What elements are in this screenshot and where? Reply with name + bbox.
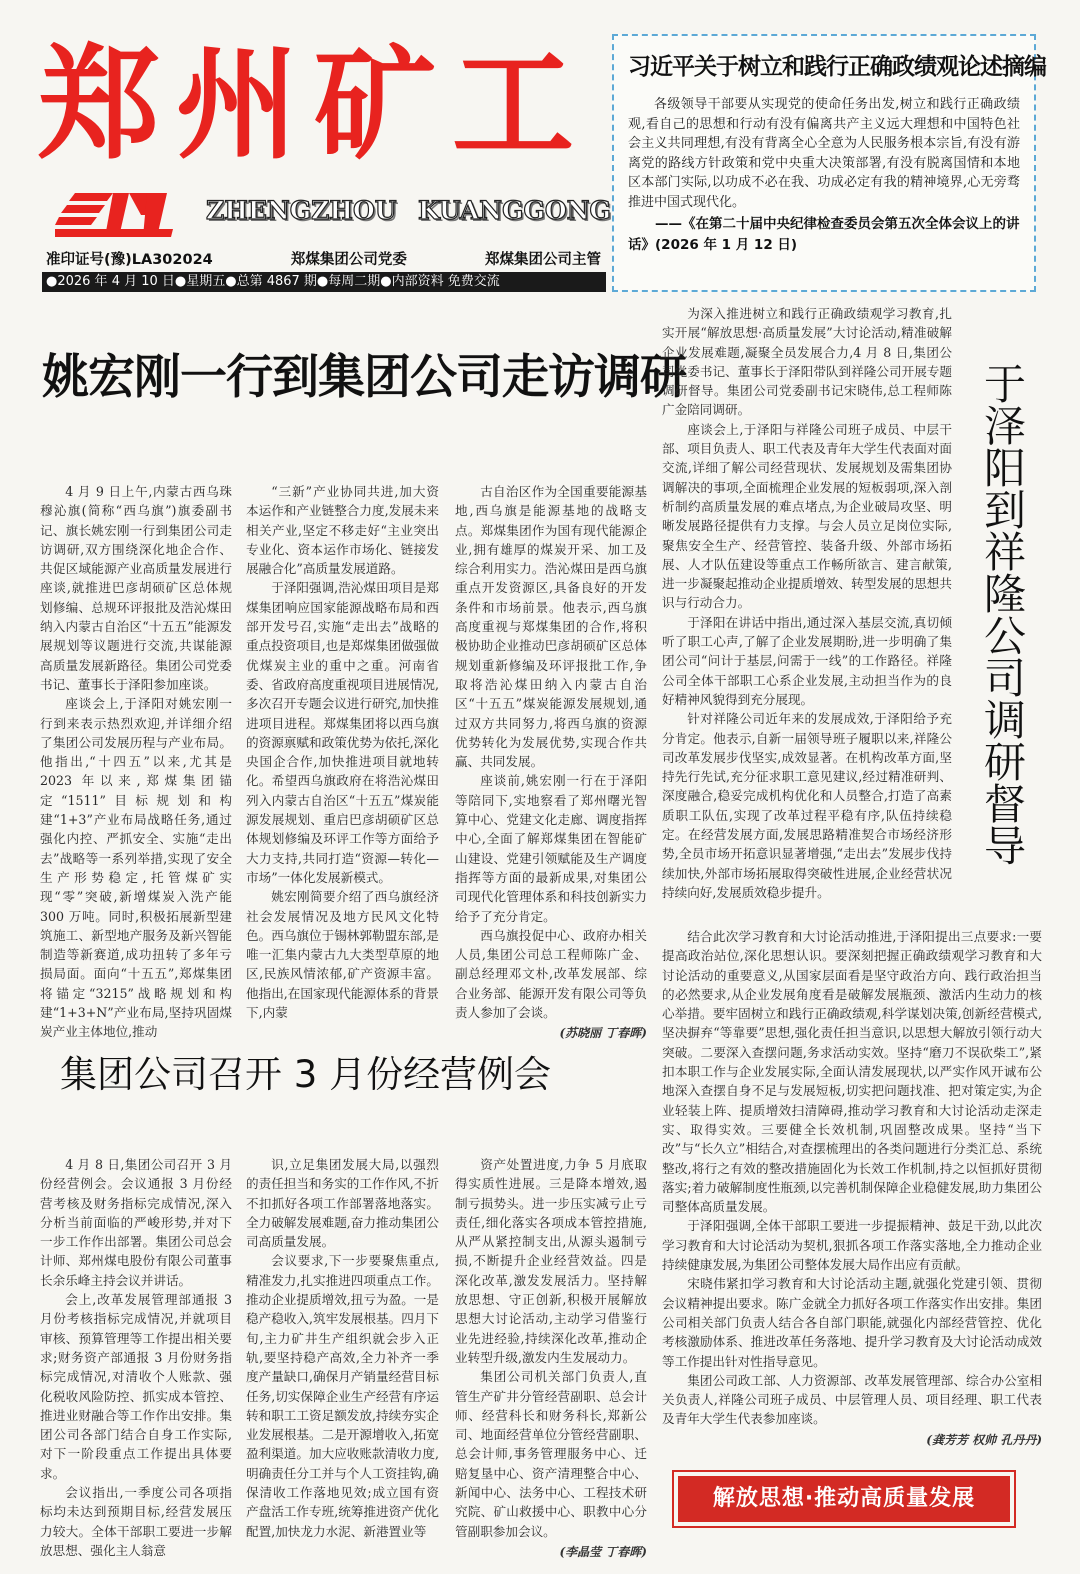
article1-byline: (苏晓丽 丁春晖) <box>559 1026 647 1041</box>
article1-paragraph: “三新”产业协同共进,加大资本运作和产业链整合力度,发展未来相关产业,坚定不移走好“主业突出专业化、资本运作市场化、链接发展融合化”高质量发展道路。 <box>246 484 439 577</box>
article3-column-top <box>662 304 952 924</box>
article3-paragraph: 宋晓伟紧扣学习教育和大讨论活动主题,就强化党建引领、贯彻会议精神提出要求。陈广金就全力抓好各项工作落实作出安排。集团公司相关部门负责人结合各自部门职能,就强化内部经营管控、优化考核激励体系、推进改革任务落地、提升学习教育及大讨论活动成效等工作提出针对性指导意见。 <box>662 1276 1042 1369</box>
slogan-box <box>672 1470 1016 1528</box>
article2-paragraph: 会上,改革发展管理部通报 3 月份考核指标完成情况,并就项目审核、预算管理等工作提出相关要求;财务资产部通报 3 月份财务指标完成情况,对清收个人账款、强化税收风险防控、抓实成本管控、推进业财融合等工作作出安排。集团公司各部门结合自身工作实际,对下一阶段重点工作提出具体要求。 <box>40 1292 232 1481</box>
article1-paragraph: 姚宏刚简要介绍了西乌旗经济社会发展情况及地方民风文化特色。西乌旗位于锡林郭勒盟东部,是唯一汇集内蒙古九大类型草原的地区,民族风情浓郁,矿产资源丰富。他指出,在国家现代能源体系的背景下,内蒙 <box>246 889 439 1021</box>
article2-byline: (李晶莹 丁春晖) <box>559 1544 647 1559</box>
masthead-info-line <box>46 248 601 269</box>
masthead-logo <box>55 185 175 240</box>
article1-paragraph: 4 月 9 日上午,内蒙古西乌珠穆沁旗(简称“西乌旗”)旗委副书记、旗长姚宏刚一行到集团公司走访调研,双方围绕深化地企合作、共促区域能源产业高质量发展进行座谈,就推进巴彦胡硕矿区总体规划修编、总规环评报批及浩沁煤田纳入内蒙古自治区“十五五”能源发展规划等议题进行交流,共谋能源高质量发展新路径。集团公司党委书记、董事长于泽阳参加座谈。 <box>40 484 232 692</box>
article2-column-2 <box>246 1155 439 1545</box>
article3-paragraph: 结合此次学习教育和大讨论活动推进,于泽阳提出三点要求:一要提高政治站位,深化思想认识。要深刻把握正确政绩观学习教育和大讨论活动的重要意义,从国家层面看是坚守政治方向、践行政治担当的必然要求,从企业发展角度看是破解发展瓶颈、激活内生动力的核心举措。要牢固树立和践行正确政绩观,科学谋划决策,创新经营模式,坚决摒弃“等靠要”思想,强化责任担当意识,以思想大解放引领行动大突破。二要深入查摆问题,务求活动实效。坚持“磨刀不误砍柴工”,紧扣本职工作与企业发展实际,全面认清发展现状,以严实作风开诚布公地深入查摆自身不足与发展短板,切实把问题找准、把对策定实,为企业轻装上阵、提质增效扫清障碍,推动学习教育和大讨论活动走深走实、取得实效。三要健全长效机制,巩固整改成果。坚持“当下改”与“长久立”相结合,对查摆梳理出的各类问题进行分类汇总、系统整改,将行之有效的整改措施固化为长效工作机制,持之以恒抓好贯彻落实;着力破解制度性瓶颈,以完善机制保障企业稳健发展,助力集团公司整体高质量发展。 <box>662 929 1042 1215</box>
article2-headline: 集团公司召开 3 月份经营例会 <box>60 1053 552 1096</box>
issue-info-bar: ●2026 年 4 月 10 日●星期五●总第 4867 期●每周二期●内部资料 免费交流 <box>42 272 606 292</box>
article3-paragraph: 座谈会上,于泽阳与祥隆公司班子成员、中层干部、项目负责人、职工代表及青年大学生代表面对面交流,详细了解公司经营现状、发展规划及需集团协调解决的事项,全面梳理企业发展的短板弱项,深入剖析制约高质量发展的难点堵点,为企业破局攻坚、明晰发展路径提供有力支撑。与会人员立足岗位实际,聚焦安全生产、经营管控、装备升级、外部市场拓展、人才队伍建设等重点工作畅所欲言、建言献策,进一步凝聚起推动企业提质增效、转型发展的思想共识与行动合力。 <box>662 421 952 611</box>
masthead-title: 郑州矿工 <box>38 34 590 176</box>
article3-column-bottom <box>662 927 1042 1455</box>
article1-column-1 <box>40 482 232 1040</box>
quote-body: 各级领导干部要从实现党的使命任务出发,树立和践行正确政绩观,看自己的思想和行动有没有偏离共产主义远大理想和中国特色社会主义共同理想,有没有背离全心全意为人民服务根本宗旨,有没有游离党的路线方针政策和党中央重大决策部署,有没有脱离国情和本地区本部门实际,以功成不必在我、功成必定有我的精神境界,心无旁骛推进中国式现代化。 <box>628 97 1020 210</box>
article2-paragraph: 识,立足集团发展大局,以强烈的责任担当和务实的工作作风,不折不扣抓好各项工作部署落地落实。全力破解发展难题,奋力推动集团公司高质量发展。 <box>246 1157 439 1250</box>
article2-paragraph: 会议要求,下一步要聚焦重点,精准发力,扎实推进四项重点工作。推动企业提质增效,扭亏为盈。一是稳产稳收入,筑牢发展根基。四月下旬,主力矿井生产组织就会步入正轨,要坚持稳产高效,全力补齐一季度产量缺口,确保月产销量经营目标任务,切实保障企业生产经营有序运转和职工工资足额发放,持续夯实企业发展根基。二是开源增收入,拓宽盈利渠道。加大应收账款清收力度,明确责任分工并与个人工资挂钩,确保清收工作落地见效;成立国有资产盘活工作专班,统筹推进资产优化配置,加快龙力水泥、新港置业等 <box>246 1253 439 1539</box>
permit-number: 准印证号(豫)LA302024 <box>46 252 213 268</box>
article2-paragraph: 4 月 8 日,集团公司召开 3 月份经营例会。会议通报 3 月份经营考核及财务指标完成情况,深入分析当前面临的严峻形势,并对下一步工作作出部署。集团公司总会计师、郑州煤电股份有限公司董事长余乐峰主持会议并讲话。 <box>40 1157 232 1288</box>
article3-byline: (龚芳芳 权帅 孔丹丹) <box>926 1432 1042 1447</box>
quote-source: ——《在第二十届中央纪律检查委员会第五次全体会议上的讲话》(2026 年 1 月 12 日) <box>628 216 1020 253</box>
article1-paragraph: 古自治区作为全国重要能源基地,西乌旗是能源基地的战略支点。郑煤集团作为国有现代能源企业,拥有雄厚的煤炭开采、加工及综合利用实力。浩沁煤田是西乌旗重点开发资源区,具备良好的开发条件和市场前景。他表示,西乌旗高度重视与郑煤集团的合作,将积极协助企业推动巴彦胡硕矿区总体规划重新修编及环评报批工作,争取将浩沁煤田纳入内蒙古自治区“十五五”煤炭能源发展规划,通过双方共同努力,将西乌旗的资源优势转化为发展优势,实现合作共赢、共同发展。 <box>455 484 647 770</box>
article3-paragraph: 于泽阳在讲话中指出,通过深入基层交流,真切倾听了职工心声,了解了企业发展期盼,进一步明确了集团公司“问计于基层,问需于一线”的工作路径。祥隆公司全体干部职工心系企业发展,主动担当作为的良好精神风貌得到充分展现。 <box>662 614 952 707</box>
article1-column-3 <box>455 482 647 1041</box>
article1-paragraph: 座谈会上,于泽阳对姚宏刚一行到来表示热烈欢迎,并详细介绍了集团公司发展历程与产业布局。他指出,“十四五”以来,尤其是 2023 年以来,郑煤集团锚定“1511”目标规划和构建“1+3”产业布局战略任务,通过强化内控、严抓安全、实施“走出去”战略等一系列举措,实现了安全生产形势稳定,托管煤矿实现“零”突破,新增煤炭入洗产能 300 万吨。同时,积极拓展新型建筑施工、新型地产服务及新兴智能制造等新赛道,成功扭转了多年亏损局面。面向“十五五”,郑煤集团将锚定“3215”战略规划和构建“1+3+N”产业布局,坚持巩固煤炭产业主体地位,推动 <box>40 696 232 1040</box>
article1-paragraph: 于泽阳强调,浩沁煤田项目是郑煤集团响应国家能源战略布局和西部开发号召,实施“走出去”战略的重点投资项目,也是郑煤集团做强做优煤炭主业的重中之重。河南省委、省政府高度重视项目进展情况,多次召开专题会议进行研究,加快推进项目进程。郑煤集团将以西乌旗的资源禀赋和政策优势为依托,深化央国企合作,加快推进项目就地转化。希望西乌旗政府在将浩沁煤田列入内蒙古自治区“十五五”煤炭能源发展规划、重启巴彦胡硕矿区总体规划修编及环评工作等方面给予大力支持,共同打造“资源—转化—市场”一体化发展新模式。 <box>246 580 439 885</box>
article1-headline: 姚宏刚一行到集团公司走访调研 <box>42 350 686 405</box>
sponsor: 郑煤集团公司党委 <box>290 252 407 268</box>
article1-paragraph: 座谈前,姚宏刚一行在于泽阳等陪同下,实地察看了郑州曙光智算中心、党建文化走廊、调度指挥中心,全面了解郑煤集团在智能矿山建设、党建引领赋能及生产调度指挥等方面的最新成果,对集团公司现代化管理体系和科技创新实力给予了充分肯定。 <box>455 773 647 924</box>
host: 郑煤集团公司主管 <box>485 252 601 268</box>
article2-paragraph: 资产处置进度,力争 5 月底取得实质性进展。三是降本增效,遏制亏损势头。进一步压实减亏止亏责任,细化落实各项成本管控措施,从严从紧控制支出,从源头遏制亏损,不断提升企业经营效益。四是深化改革,激发发展活力。坚持解放思想、守正创新,积极开展解放思想大讨论活动,主动学习借鉴行业先进经验,持续深化改革,推动企业转型升级,激发内生发展动力。 <box>455 1157 647 1365</box>
masthead-pinyin-kuanggong: KUANGGONG <box>418 196 611 225</box>
masthead-pinyin-zhengzhou: ZHENGZHOU <box>206 196 397 225</box>
article1-paragraph: 西乌旗投促中心、政府办相关人员,集团公司总工程师陈广金、副总经理邓文朴,改革发展部、综合业务部、能源开发有限公司等负责人参加了会谈。 <box>455 927 647 1021</box>
article2-paragraph: 会议指出,一季度公司各项指标均未达到预期目标,经营发展压力较大。全体干部职工要进一步解放思想、强化主人翁意 <box>40 1485 232 1558</box>
quote-box <box>612 34 1046 292</box>
article2-column-3 <box>455 1155 647 1559</box>
article1-column-2 <box>246 482 439 1032</box>
article3-paragraph: 针对祥隆公司近年来的发展成效,于泽阳给予充分肯定。他表示,自新一届领导班子履职以来,祥隆公司改革发展步伐坚实,成效显著。在机构改革方面,坚持先行先试,充分征求职工意见建议,经过精准研判、深度融合,稳妥完成机构优化和人员整合,打造了高素质职工队伍,实现了改革过程平稳有序,队伍持续稳定。在经营发展方面,发展思路精准契合市场经济形势,全员市场开拓意识显著增强,“走出去”发展步伐持续加快,外部市场拓展取得突破性进展,企业经营状况持续向好,发展质效稳步提升。 <box>662 711 952 900</box>
article3-paragraph: 于泽阳强调,全体干部职工要进一步提振精神、鼓足干劲,以此次学习教育和大讨论活动为契机,狠抓各项工作落实落地,全力推动企业持续健康发展,为集团公司整体发展大局作出应有贡献。 <box>662 1218 1042 1273</box>
article3-paragraph: 集团公司政工部、人力资源部、改革发展管理部、综合办公室相关负责人,祥隆公司班子成员、中层管理人员、项目经理、职工代表及青年大学生代表参加座谈。 <box>662 1372 1042 1427</box>
article2-column-1 <box>40 1155 232 1558</box>
article3-paragraph: 为深入推进树立和践行正确政绩观学习教育,扎实开展“解放思想·高质量发展”大讨论活动,精准破解企业发展难题,凝聚全员发展合力,4 月 8 日,集团公司党委书记、董事长于泽阳带队到祥隆公司开展专题调研督导。集团公司党委副书记宋晓伟,总工程师陈广金陪同调研。 <box>662 306 952 418</box>
article3-headline: 于泽阳到祥隆公司调研督导 <box>978 362 1027 866</box>
slogan-text: 解放思想·推动高质量发展 <box>678 1476 1010 1522</box>
quote-title: 习近平关于树立和践行正确政绩观论述摘编 <box>628 54 1046 80</box>
article2-paragraph: 集团公司机关部门负责人,直管生产矿井分管经营副职、总会计师、经营科长和财务科长,郑新公司、地面经营单位分管经营副职、总会计师,事务管理服务中心、迁赔复垦中心、资产清理整合中心、新闻中心、法务中心、工程技术研究院、矿山救援中心、职教中心分管副职参加会议。 <box>455 1369 647 1539</box>
